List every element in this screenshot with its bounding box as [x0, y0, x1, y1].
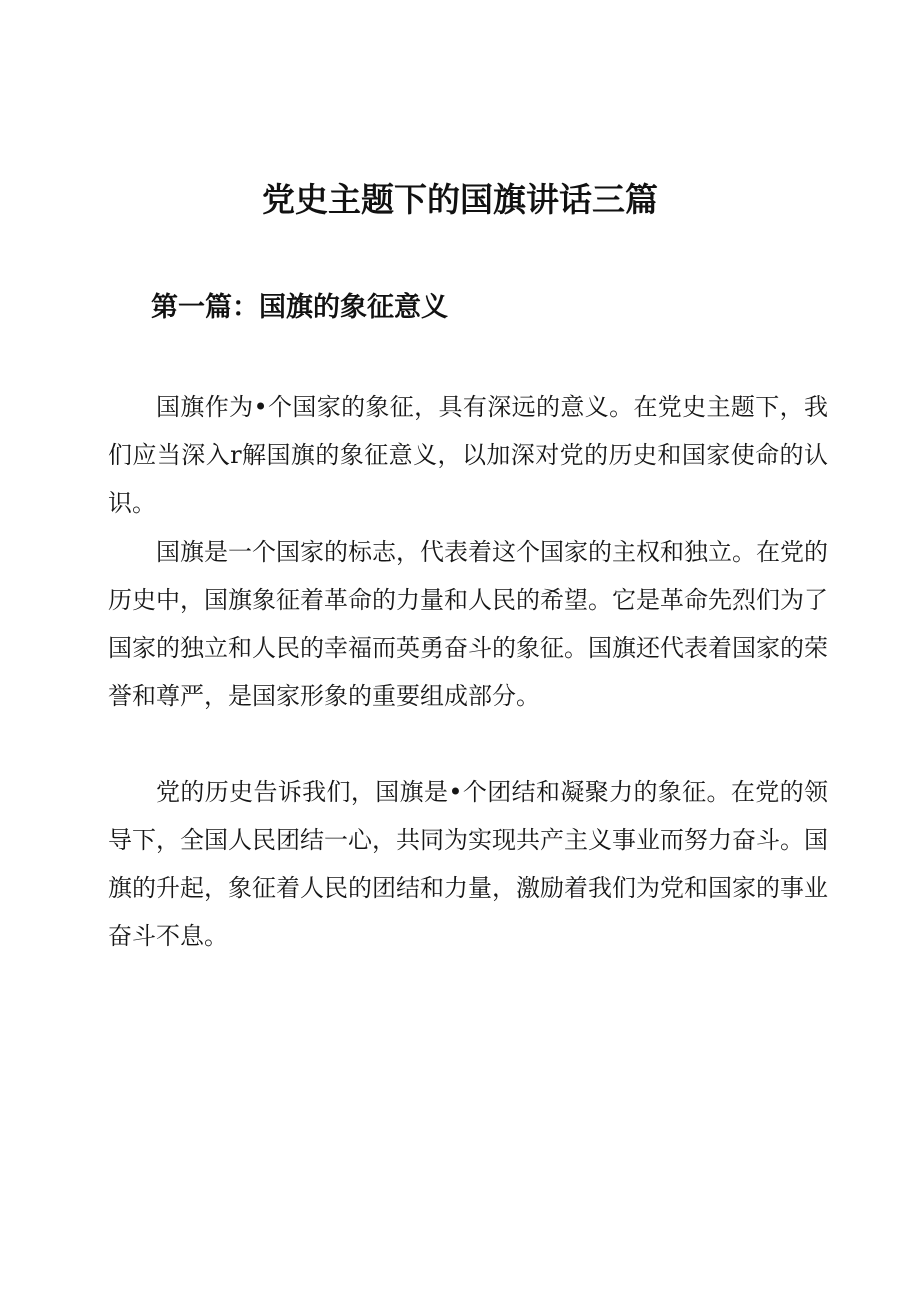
paragraph-3: 党的历史告诉我们，国旗是•个团结和凝聚力的象征。在党的领导下，全国人民团结一心，共同为实现共产主义事业而努力奋斗。国旗的升起，象征着人民的团结和力量，激励着我们为党和国家的事业奋斗不息。: [108, 778, 828, 950]
section-heading: 第一篇：国旗的象征意义: [151, 292, 448, 323]
paragraph-1: 国旗作为•个国家的象征，具有深远的意义。在党史主题下，我们应当深入r解国旗的象征意义，以加深对党的历史和国家使命的认识。: [108, 393, 828, 517]
document-title: 党史主题下的国旗讲话三篇: [262, 180, 658, 219]
paragraph-2: 国旗是一个国家的标志，代表着这个国家的主权和独立。在党的历史中，国旗象征着革命的力量和人民的希望。它是革命先烈们为了国家的独立和人民的幸福而英勇奋斗的象征。国旗还代表着国家的荣誉和尊严，是国家形象的重要组成部分。: [108, 538, 828, 710]
